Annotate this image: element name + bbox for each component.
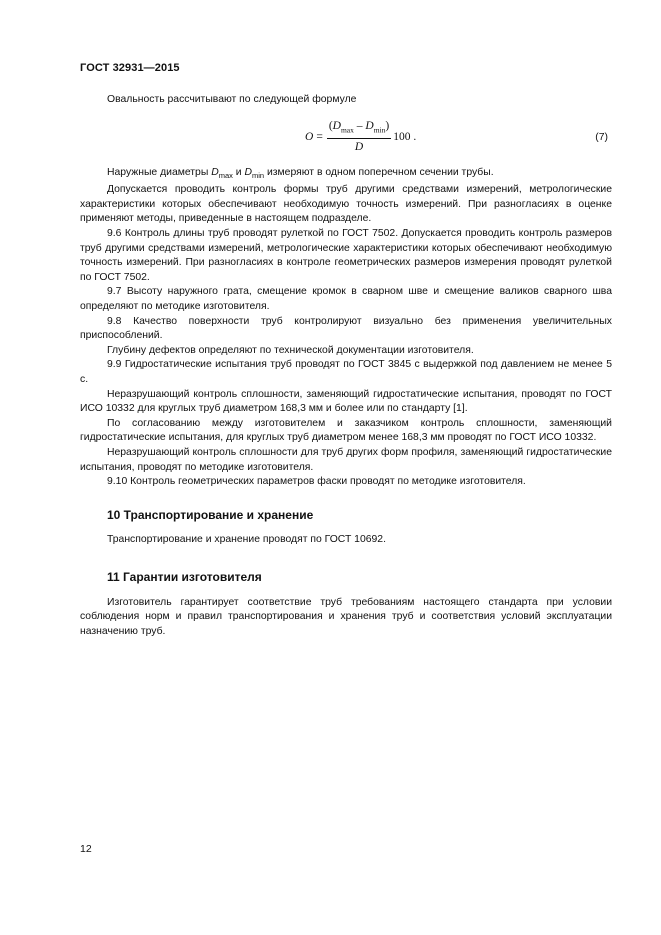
page-content xyxy=(80,93,612,639)
paragraph-9-6: 9.6 Контроль длины труб проводят рулеткой по ГОСТ 7502. Допускается проводить контроль размеров труб другими средствами измерений, метрологические характеристики которых обеспечивают необходимую точность измерений. При разногласиях в контроле геометрических размеров измерения проводят рулеткой по ГОСТ 7502. xyxy=(80,228,612,283)
formula-number: (7) xyxy=(595,131,608,143)
diameters-sentence: Наружные диаметры $D_{max}$ и $D_{min}$ измеряют в одном поперечном сечении трубы. xyxy=(107,166,494,180)
formula-lhs: O xyxy=(305,130,314,143)
section-11-text: Изготовитель гарантирует соответствие труб требованиям настоящего стандарта при условии соблюдения норм и правил транспортирования и хранения труб и соответствия условий эксплуатации назначению труб. xyxy=(80,596,612,637)
paragraph: Неразрушающий контроль сплошности для труб других форм профиля, заменяющий гидростатические испытания, проводят по методике изготовителя. xyxy=(80,446,612,473)
section-heading-10: 10 Транспортирование и хранение xyxy=(107,507,314,522)
paragraph: Неразрушающий контроль сплошности, заменяющий гидростатические испытания, проводят по ГОСТ ИСО 10332 для круглых труб диаметром 168,3 мм и более или по стандарту [1]. xyxy=(80,388,612,415)
formula-fraction xyxy=(327,119,391,155)
paragraph: По согласованию между изготовителем и заказчиком контроль сплошности, заменяющий гидростатические испытания, для круглых труб диаметром менее 168,3 мм проводят по ГОСТ ИСО 10332. xyxy=(80,417,612,444)
paragraph: Допускается проводить контроль формы труб другими средствами измерений, метрологические характеристики которых обеспечивают необходимую точность измерений. При разногласиях в оценке применяют методы, приведенные в настоящем подразделе. xyxy=(80,184,612,225)
paragraph-9-7: 9.7 Высоту наружного грата, смещение кромок в сварном шве и смещение валиков сварного шва определяют по методике изготовителя. xyxy=(80,286,612,313)
formula-intro: Овальность рассчитывают по следующей формуле xyxy=(107,94,357,105)
formula-numerator: $(D_{max} - D_{min})$ xyxy=(327,119,391,140)
paragraph: Глубину дефектов определяют по технической документации изготовителя. xyxy=(107,344,474,356)
ovality-formula xyxy=(80,111,612,159)
paragraph-9-9: 9.9 Гидростатические испытания труб проводят по ГОСТ 3845 с выдержкой под давлением не менее 5 с. xyxy=(80,359,612,385)
document-header: ГОСТ 32931—2015 xyxy=(80,62,180,74)
formula-denominator: D xyxy=(354,141,364,154)
paragraph-9-10: 9.10 Контроль геометрических параметров фаски проводят по методике изготовителя. xyxy=(107,476,526,488)
page-number: 12 xyxy=(80,843,92,855)
paragraph-9-8: 9.8 Качество поверхности труб контролируют визуально без применения увеличительных приспособлений. xyxy=(80,315,612,342)
formula-multiplier: 100 . xyxy=(393,130,417,143)
formula-equals: = xyxy=(316,130,323,143)
section-10-text: Транспортирование и хранение проводят по ГОСТ 10692. xyxy=(107,534,386,546)
section-heading-11: 11 Гарантии изготовителя xyxy=(107,569,262,584)
formula-expression xyxy=(305,119,416,155)
